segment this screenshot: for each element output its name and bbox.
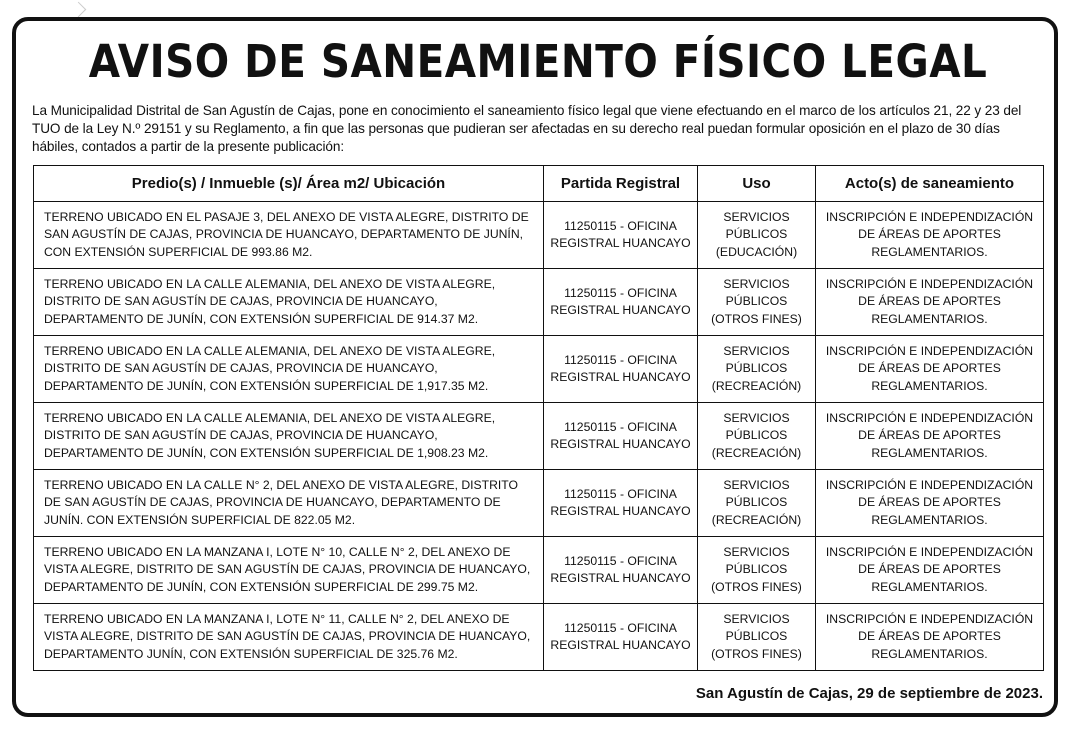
cell-predio: TERRENO UBICADO EN LA CALLE ALEMANIA, DEL ANEXO DE VISTA ALEGRE, DISTRITO DE SAN AGUSTÍN DE CAJAS, PROVINCIA DE HUANCAYO, DEPARTAMENTO DE JUNÍN, CON EXTENSIÓN SUPERFICIAL DE 1,917.35 M2. [34,336,544,403]
cell-acto: INSCRIPCIÓN E INDEPENDIZACIÓN DE ÁREAS DE APORTES REGLAMENTARIOS. [816,470,1044,537]
table-row [34,537,1044,604]
cell-uso: SERVICIOS PÚBLICOS (RECREACIÓN) [698,403,816,470]
table-row [34,336,1044,403]
cell-partida: 11250115 - OFICINA REGISTRAL HUANCAYO [544,604,698,671]
cell-partida: 11250115 - OFICINA REGISTRAL HUANCAYO [544,403,698,470]
properties-table [33,165,1044,671]
table-row [34,604,1044,671]
cell-acto: INSCRIPCIÓN E INDEPENDIZACIÓN DE ÁREAS DE APORTES REGLAMENTARIOS. [816,604,1044,671]
table-row [34,470,1044,537]
cell-predio: TERRENO UBICADO EN LA CALLE ALEMANIA, DEL ANEXO DE VISTA ALEGRE, DISTRITO DE SAN AGUSTÍN DE CAJAS, PROVINCIA DE HUANCAYO, DEPARTAMENTO DE JUNÍN, CON EXTENSIÓN SUPERFICIAL DE 914.37 M2. [34,269,544,336]
notice-title: AVISO DE SANEAMIENTO FÍSICO LEGAL [88,35,988,88]
cell-acto: INSCRIPCIÓN E INDEPENDIZACIÓN DE ÁREAS DE APORTES REGLAMENTARIOS. [816,269,1044,336]
cell-acto: INSCRIPCIÓN E INDEPENDIZACIÓN DE ÁREAS DE APORTES REGLAMENTARIOS. [816,202,1044,269]
intro-paragraph: La Municipalidad Distrital de San Agustín de Cajas, pone en conocimiento el saneamiento físico legal que viene efectuando en el marco de los artículos 21, 22 y 23 del TUO de la Ley N.º 29151 y su Reglamento, a fin que las personas que pudieran ser afectadas en su derecho real puedan formular oposición en el plazo de 30 días hábiles, contados a partir de la presente publicación: [32,103,1022,154]
header-uso: Uso [698,166,816,202]
cell-partida: 11250115 - OFICINA REGISTRAL HUANCAYO [544,202,698,269]
header-predio: Predio(s) / Inmueble (s)/ Área m2/ Ubicación [34,166,544,202]
cell-uso: SERVICIOS PÚBLICOS (EDUCACIÓN) [698,202,816,269]
cell-predio: TERRENO UBICADO EN EL PASAJE 3, DEL ANEXO DE VISTA ALEGRE, DISTRITO DE SAN AGUSTÍN DE CAJAS, PROVINCIA DE HUANCAYO, DEPARTAMENTO DE JUNÍN, CON EXTENSIÓN SUPERFICIAL DE 993.86 M2. [34,202,544,269]
cell-uso: SERVICIOS PÚBLICOS (OTROS FINES) [698,269,816,336]
corner-chevron-icon [71,2,87,18]
cell-predio: TERRENO UBICADO EN LA MANZANA I, LOTE N° 10, CALLE N° 2, DEL ANEXO DE VISTA ALEGRE, DISTRITO DE SAN AGUSTÍN DE CAJAS, PROVINCIA DE HUANCAYO, DEPARTAMENTO DE JUNÍN, CON EXTENSIÓN SUPERFICIAL DE 299.75 M2. [34,537,544,604]
cell-partida: 11250115 - OFICINA REGISTRAL HUANCAYO [544,269,698,336]
cell-predio: TERRENO UBICADO EN LA CALLE N° 2, DEL ANEXO DE VISTA ALEGRE, DISTRITO DE SAN AGUSTÍN DE CAJAS, PROVINCIA DE HUANCAYO, DEPARTAMENTO DE JUNÍN. CON EXTENSIÓN SUPERFICIAL DE 822.05 M2. [34,470,544,537]
cell-uso: SERVICIOS PÚBLICOS (RECREACIÓN) [698,470,816,537]
cell-uso: SERVICIOS PÚBLICOS (RECREACIÓN) [698,336,816,403]
cell-acto: INSCRIPCIÓN E INDEPENDIZACIÓN DE ÁREAS DE APORTES REGLAMENTARIOS. [816,537,1044,604]
cell-partida: 11250115 - OFICINA REGISTRAL HUANCAYO [544,470,698,537]
table-row [34,202,1044,269]
cell-acto: INSCRIPCIÓN E INDEPENDIZACIÓN DE ÁREAS DE APORTES REGLAMENTARIOS. [816,403,1044,470]
cell-acto: INSCRIPCIÓN E INDEPENDIZACIÓN DE ÁREAS DE APORTES REGLAMENTARIOS. [816,336,1044,403]
cell-partida: 11250115 - OFICINA REGISTRAL HUANCAYO [544,336,698,403]
header-acto: Acto(s) de saneamiento [816,166,1044,202]
cell-partida: 11250115 - OFICINA REGISTRAL HUANCAYO [544,537,698,604]
cell-predio: TERRENO UBICADO EN LA CALLE ALEMANIA, DEL ANEXO DE VISTA ALEGRE, DISTRITO DE SAN AGUSTÍN DE CAJAS, PROVINCIA DE HUANCAYO, DEPARTAMENTO DE JUNÍN, CON EXTENSIÓN SUPERFICIAL DE 1,908.23 M2. [34,403,544,470]
place-date-signature: San Agustín de Cajas, 29 de septiembre de 2023. [695,685,1043,702]
cell-uso: SERVICIOS PÚBLICOS (OTROS FINES) [698,604,816,671]
header-partida: Partida Registral [544,166,698,202]
table-row [34,269,1044,336]
table-row [34,403,1044,470]
cell-uso: SERVICIOS PÚBLICOS (OTROS FINES) [698,537,816,604]
table-header-row [34,166,1044,202]
cell-predio: TERRENO UBICADO EN LA MANZANA I, LOTE N° 11, CALLE N° 2, DEL ANEXO DE VISTA ALEGRE, DISTRITO DE SAN AGUSTÍN DE CAJAS, PROVINCIA DE HUANCAYO, DEPARTAMENTO JUNÍN, CON EXTENSIÓN SUPERFICIAL DE 325.76 M2. [34,604,544,671]
